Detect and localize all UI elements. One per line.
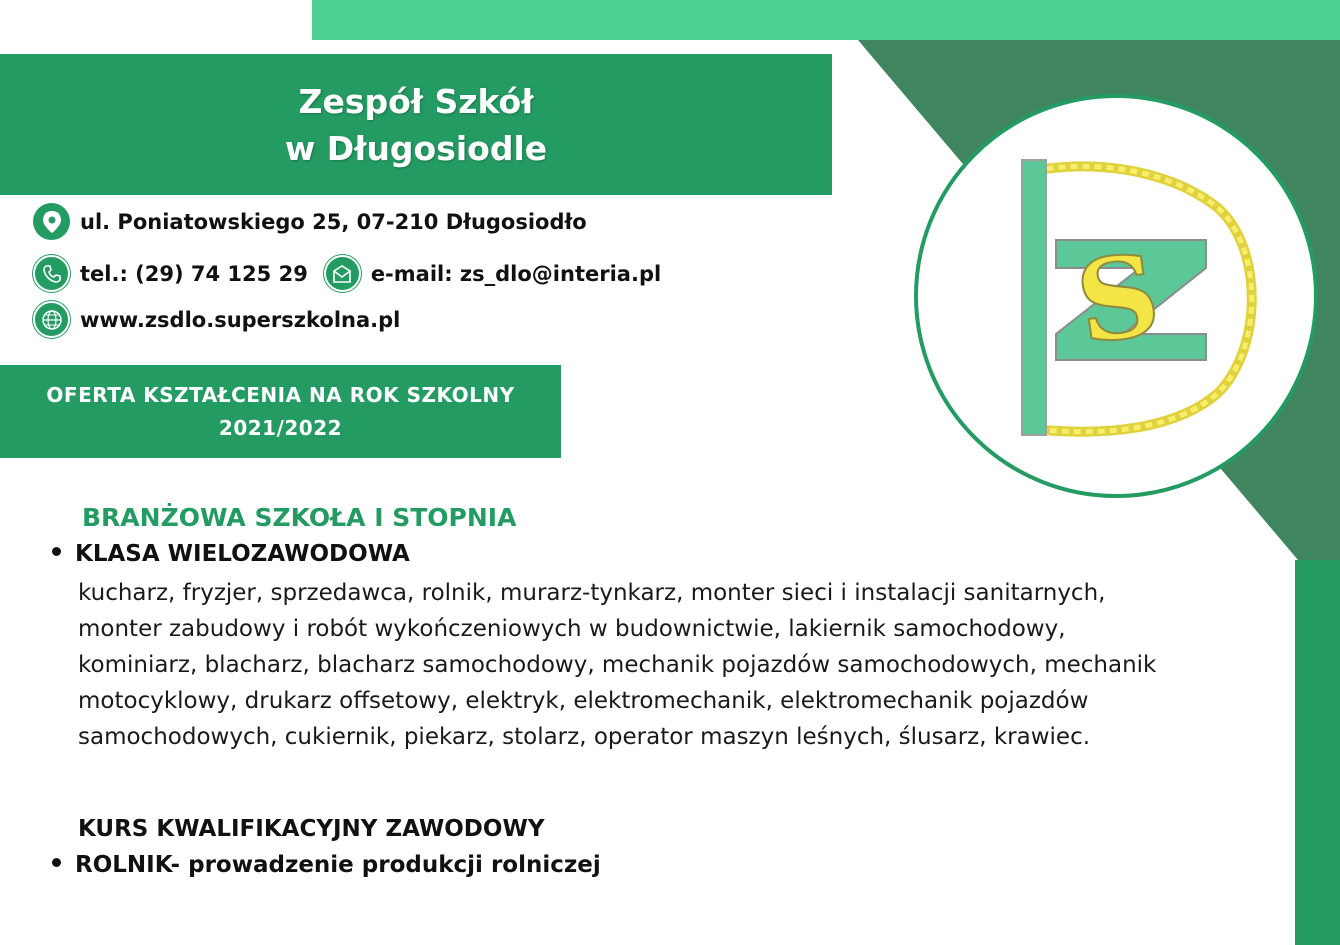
location-icon [33, 203, 70, 240]
logo-bar [1022, 160, 1046, 435]
top-stripe [312, 0, 1340, 40]
website-link[interactable]: www.zsdlo.superszkolna.pl [80, 307, 401, 332]
school-title-line2: w Długosiodle [284, 128, 548, 168]
phone-icon [33, 255, 70, 292]
mail-icon [324, 255, 361, 292]
course-heading: KURS KWALIFIKACYJNY ZAWODOWY [78, 816, 545, 842]
phone-link[interactable]: tel.: (29) 74 125 29 [80, 261, 308, 286]
list-item-class [52, 541, 410, 567]
contact-address [33, 203, 587, 240]
professions-text: kucharz, fryzjer, sprzedawca, rolnik, murarz-tynkarz, monter sieci i instalacji sanitarnych, monter zabudowy i robót wykończeniowych w budownictwie, lakiernik samochodowy, kominiarz, blacharz, blacharz samochodowy, mechanik pojazdów samochodowych, mechanik motocyklowy, drukarz offsetowy, elektryk, elektromechanik, elektromechanik pojazdów samochodowych, cukiernik, piekarz, stolarz, operator maszyn leśnych, ślusarz, krawiec. [78, 580, 1157, 750]
class-title: KLASA WIELOZAWODOWA [75, 541, 410, 567]
contact-phone-email [33, 255, 661, 292]
email-link[interactable]: e-mail: zs_dlo@interia.pl [370, 261, 662, 286]
offer-banner [0, 365, 561, 458]
school-logo-icon [918, 98, 1314, 494]
school-logo [914, 94, 1318, 498]
contact-website [33, 301, 400, 338]
list-item-course [52, 852, 601, 878]
course-item: ROLNIK- prowadzenie produkcji rolniczej [75, 852, 601, 878]
address-text: ul. Poniatowskiego 25, 07-210 Długosiodło [80, 209, 587, 234]
offer-line1: OFERTA KSZTAŁCENIA NA ROK SZKOLNY [46, 382, 515, 407]
section-heading: BRANŻOWA SZKOŁA I STOPNIA [82, 503, 517, 532]
logo-s-letter: S [1069, 228, 1168, 370]
bullet-icon [52, 547, 61, 556]
globe-icon [33, 301, 70, 338]
offer-line2: 2021/2022 [218, 415, 343, 440]
school-title-line1: Zespół Szkół [298, 81, 534, 121]
right-side-bar [1295, 560, 1340, 945]
bullet-icon [52, 858, 61, 867]
school-title-box [0, 54, 832, 195]
